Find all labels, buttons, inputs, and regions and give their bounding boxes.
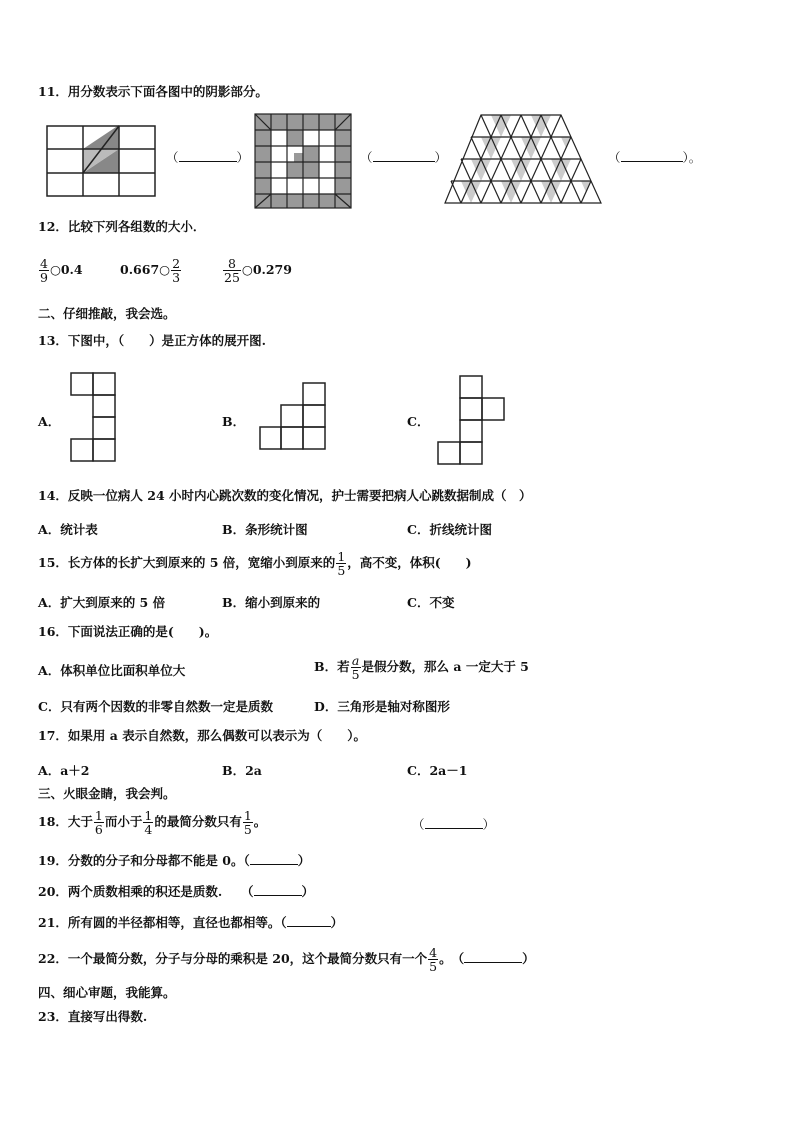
q13-option-b[interactable]: B． — [222, 414, 246, 429]
q17-text: 17．如果用 a 表示自然数，那么偶数可以表示为（ ）。 — [38, 728, 366, 743]
section-3-title: 三、火眼金睛，我会判。 — [38, 786, 176, 801]
q11-blank-1[interactable]: （ ） — [166, 150, 250, 165]
q16-option-c[interactable]: C．只有两个因数的非零自然数一定是质数 — [38, 699, 273, 714]
q14-option-a[interactable]: A．统计表 — [38, 522, 98, 537]
q16-option-d[interactable]: D．三角形是轴对称图形 — [314, 699, 450, 714]
section-4-title: 四、细心审题，我能算。 — [38, 985, 176, 1000]
q11-blank-2[interactable]: （ ） — [360, 150, 448, 165]
q17-option-b[interactable]: B．2a — [222, 763, 262, 778]
q18-answer-blank[interactable]: （ ） — [412, 817, 496, 832]
q16-text: 16．下面说法正确的是( )。 — [38, 624, 218, 639]
q11-figure-2 — [254, 113, 352, 209]
q12-expr-3: $\frac{8}{25}$ ○0.279 — [224, 256, 292, 285]
q15-option-a[interactable]: A．扩大到原来的 5 倍 — [38, 595, 166, 610]
q16-option-b[interactable]: B．若 $\frac{a}{5}$ 是假分数，那么 a 一定大于 5 — [314, 653, 529, 682]
q14-option-c[interactable]: C．折线统计图 — [407, 522, 492, 537]
q17-option-a[interactable]: A．a＋2 — [38, 763, 90, 778]
q15-option-b[interactable]: B．缩小到原来的 — [222, 595, 321, 610]
q17-option-c[interactable]: C．2a－1 — [407, 763, 468, 778]
q13-net-c — [437, 375, 505, 467]
q14-text: 14．反映一位病人 24 小时内心跳次数的变化情况，护士需要把病人心跳数据制成（ ） — [38, 488, 532, 503]
q15-text: 15．长方体的长扩大到原来的 5 倍，宽缩小到原来的 $\frac{1}{5}$ ，高不变，体积( ) — [38, 549, 472, 578]
q13-net-a — [70, 372, 116, 464]
q13-option-c[interactable]: C． — [407, 414, 430, 429]
q11-text: 11．用分数表示下面各图中的阴影部分。 — [38, 84, 268, 99]
q16-option-a[interactable]: A．体积单位比面积单位大 — [38, 663, 186, 678]
q23-text: 23．直接写出得数. — [38, 1009, 148, 1024]
q21-text: 21．所有圆的半径都相等，直径也都相等。（ ） — [38, 915, 344, 930]
q15-option-c[interactable]: C．不变 — [407, 595, 455, 610]
q18-text: 18．大于 $\frac{1}{6}$ 而小于 $\frac{1}{4}$ 的最简分数只有 $\frac{1}{5}$ 。 — [38, 808, 267, 837]
q11-figure-3 — [443, 113, 603, 205]
q22-text: 22．一个最简分数，分子与分母的乘积是 20，这个最简分数只有一个 $\frac{4}{5}$ 。 （ ） — [38, 945, 535, 974]
q12-text: 12．比较下列各组数的大小． — [38, 219, 206, 234]
q12-expr-2: 0.667○ $\frac{2}{3}$ — [120, 256, 181, 285]
q12-expr-1: $\frac{4}{9}$ ○0.4 — [40, 256, 83, 285]
q11-blank-3[interactable]: （ ）。 — [608, 150, 702, 165]
q19-text: 19．分数的分子和分母都不能是 0。（ ） — [38, 853, 311, 868]
q13-net-b — [259, 382, 327, 452]
q14-option-b[interactable]: B．条形统计图 — [222, 522, 308, 537]
q11-figure-1 — [46, 125, 156, 197]
q13-text: 13．下图中，（ ）是正方体的展开图. — [38, 333, 266, 348]
section-2-title: 二、仔细推敲，我会选。 — [38, 306, 176, 321]
q13-option-a[interactable]: A． — [38, 414, 61, 429]
q20-text: 20．两个质数相乘的积还是质数. （ ） — [38, 884, 315, 899]
